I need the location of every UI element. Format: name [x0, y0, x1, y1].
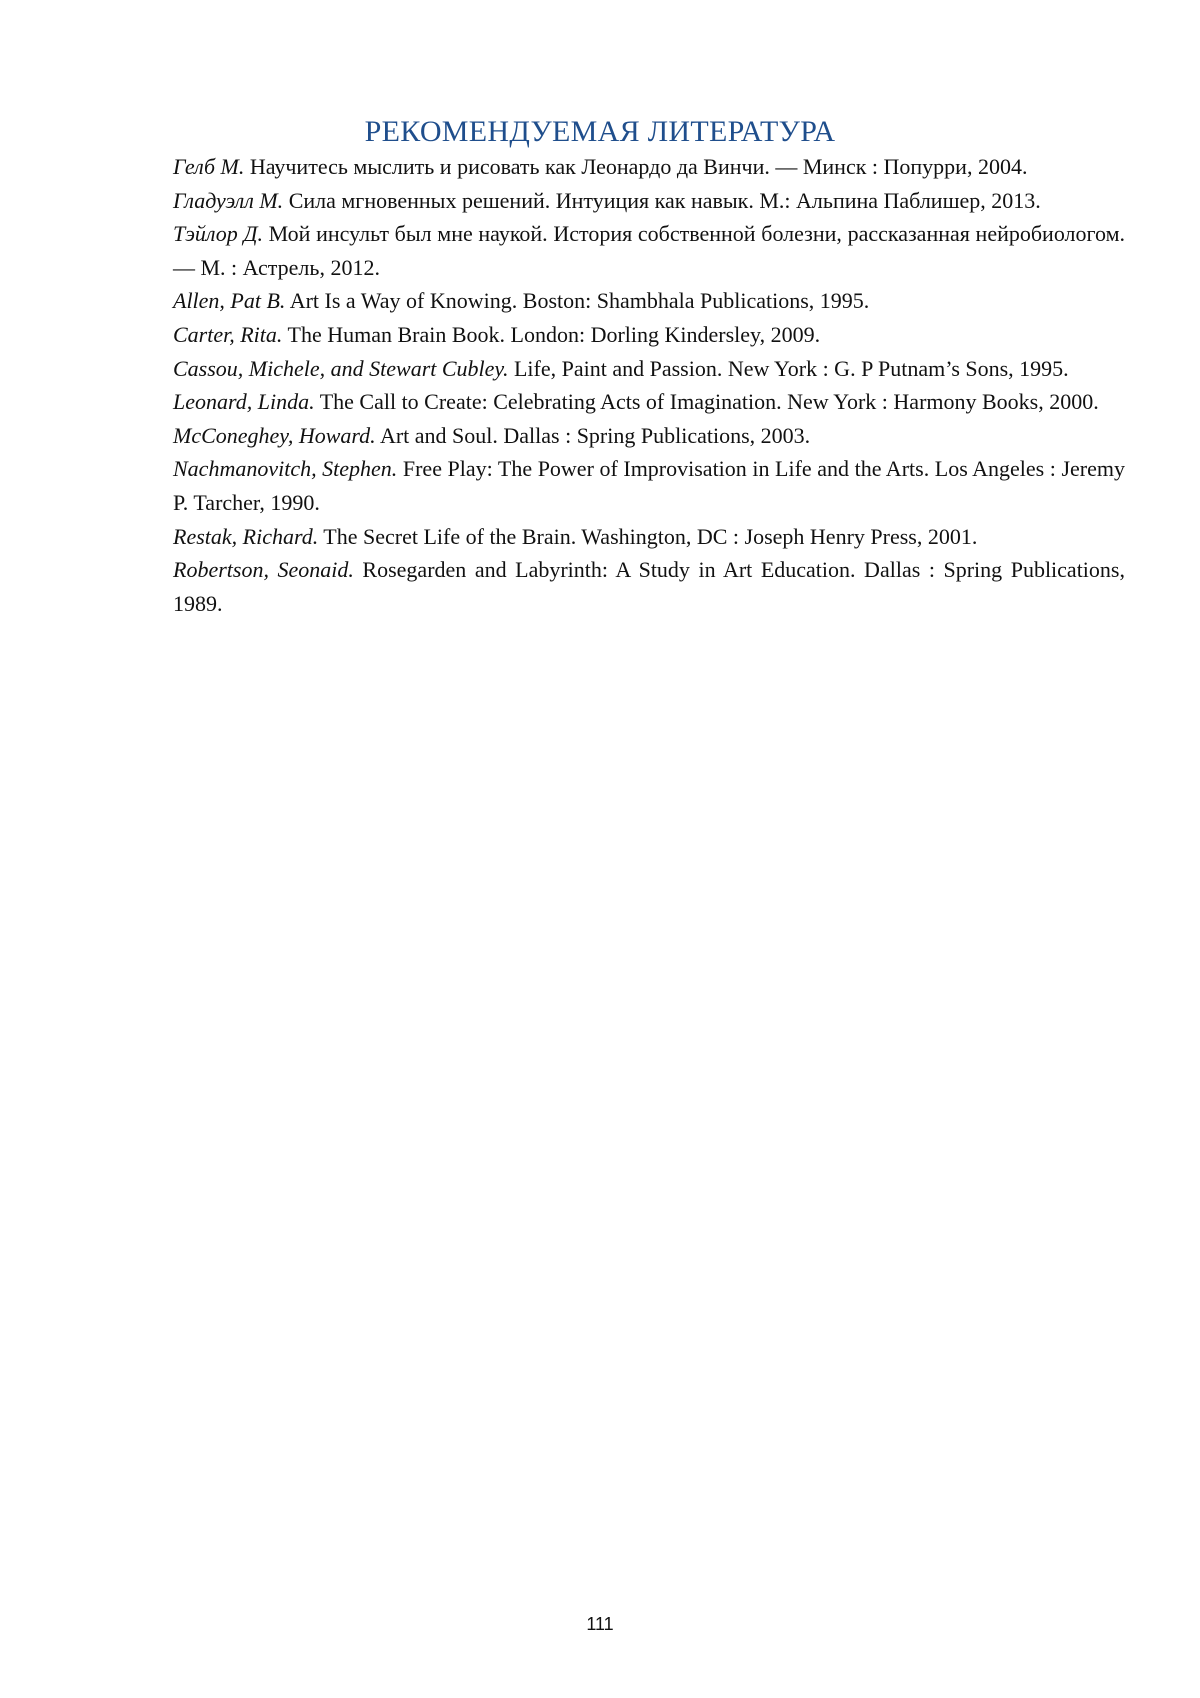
- reference-author: Robertson, Seonaid.: [173, 557, 354, 583]
- reference-text: The Human Brain Book. London: Dorling Kindersley, 2009.: [282, 321, 821, 347]
- reference-list: [173, 150, 1125, 620]
- reference-text: The Call to Create: Celebrating Acts of Imagination. New York : Harmony Books, 2000.: [314, 389, 1099, 415]
- reference-text: Art and Soul. Dallas : Spring Publications, 2003.: [375, 422, 811, 448]
- reference-author: Restak, Richard.: [173, 523, 319, 549]
- reference-item: [173, 385, 1125, 419]
- reference-author: Nachmanovitch, Stephen.: [173, 456, 398, 482]
- reference-item: [173, 452, 1125, 519]
- reference-author: Allen, Pat B.: [173, 288, 286, 314]
- reference-author: McConeghey, Howard.: [173, 422, 376, 448]
- reference-text: Rosegarden and Labyrinth: A Study in Art Education. Dallas : Spring Publications, 1989.: [173, 557, 1125, 616]
- reference-text: Мой инсульт был мне наукой. История собственной болезни, рассказанная нейробиологом. — М. : Астрель, 2012.: [173, 221, 1126, 280]
- page-title: РЕКОМЕНДУЕМАЯ ЛИТЕРАТУРА: [364, 115, 836, 148]
- reference-author: Гелб М.: [173, 154, 245, 179]
- reference-author: Тэйлор Д.: [173, 221, 263, 247]
- reference-text: Art Is a Way of Knowing. Boston: Shambhala Publications, 1995.: [285, 288, 870, 314]
- reference-item: [173, 520, 1125, 554]
- reference-text: The Secret Life of the Brain. Washington, DC : Joseph Henry Press, 2001.: [318, 523, 978, 549]
- reference-text: Free Play: The Power of Improvisation in Life and the Arts. Los Angeles : Jeremy P. Tarcher, 1990.: [173, 456, 1125, 515]
- reference-text: Научитесь мыслить и рисовать как Леонардо да Винчи. — Минск : Попурри, 2004.: [244, 154, 1028, 179]
- reference-item: [173, 150, 1125, 184]
- reference-item: [173, 217, 1125, 284]
- reference-item: [173, 553, 1125, 620]
- reference-item: [173, 419, 1125, 453]
- reference-item: [173, 184, 1125, 218]
- reference-author: Гладуэлл М.: [173, 187, 284, 213]
- reference-item: [173, 318, 1125, 352]
- reference-author: Leonard, Linda.: [173, 389, 315, 415]
- reference-text: Сила мгновенных решений. Интуиция как навык. М.: Альпина Паблишер, 2013.: [283, 187, 1041, 213]
- page-number: 111: [586, 1614, 614, 1634]
- reference-author: Cassou, Michele, and Stewart Cubley.: [173, 355, 509, 381]
- reference-author: Carter, Rita.: [173, 321, 283, 347]
- reference-item: [173, 352, 1125, 386]
- reference-item: [173, 284, 1125, 318]
- reference-text: Life, Paint and Passion. New York : G. P Putnam’s Sons, 1995.: [508, 355, 1069, 381]
